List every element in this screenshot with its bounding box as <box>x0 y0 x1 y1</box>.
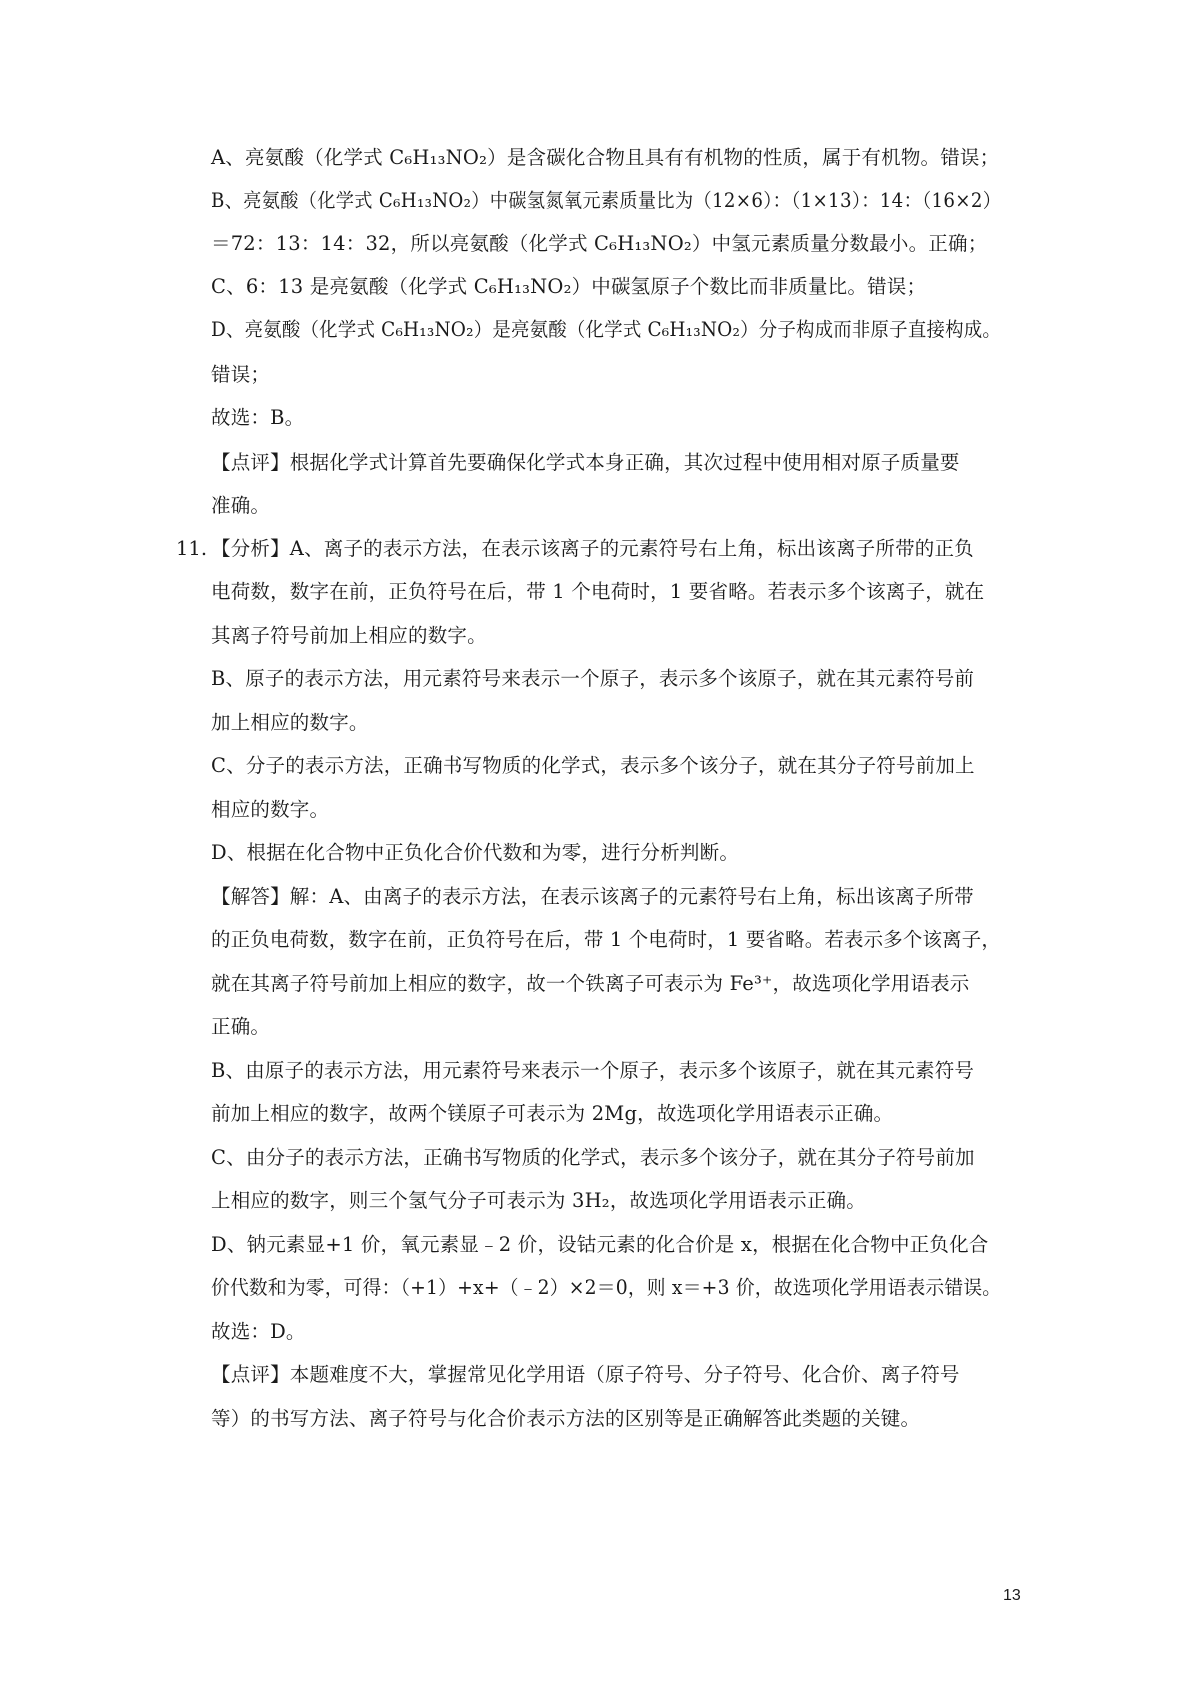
q11-answer-c-line1: C、由分子的表示方法，正确书写物质的化学式，表示多个该分子，就在其分子符号前加 <box>211 1146 975 1169</box>
q11-choice: 故选：D。 <box>211 1320 306 1343</box>
q11-answer-d-line2: 价代数和为零，可得：（+1）+x+（﹣2）×2＝0，则 x＝+3 价，故选项化学用语表示错误。 <box>211 1276 1002 1299</box>
q11-answer-a-line2: 的正负电荷数，数字在前，正负符号在后，带 1 个电荷时，1 要省略。若表示多个该离子， <box>211 928 1002 951</box>
q11-answer-c-line2: 上相应的数字，则三个氢气分子可表示为 3H₂，故选项化学用语表示正确。 <box>211 1189 866 1212</box>
q10-choice: 故选：B。 <box>211 406 305 429</box>
q11-answer-b-line1: B、由原子的表示方法，用元素符号来表示一个原子，表示多个该原子，就在其元素符号 <box>211 1059 975 1082</box>
q11-analysis-c-line1: C、分子的表示方法，正确书写物质的化学式，表示多个该分子，就在其分子符号前加上 <box>211 754 975 777</box>
q10-option-d-line2: 错误； <box>211 363 271 386</box>
q11-answer-a-line3: 就在其离子符号前加上相应的数字，故一个铁离子可表示为 Fe³⁺，故选项化学用语表示 <box>211 972 970 995</box>
q11-answer-b-line2: 前加上相应的数字，故两个镁原子可表示为 2Mg，故选项化学用语表示正确。 <box>211 1102 894 1125</box>
q10-option-b-line1: B、亮氨酸（化学式 C₆H₁₃NO₂）中碳氢氮氧元素质量比为（12×6）：（1×13）：14：（16×2） <box>211 189 1002 212</box>
q11-analysis-a-line1: 【分析】A、离子的表示方法，在表示该离子的元素符号右上角，标出该离子所带的正负 <box>211 537 974 560</box>
q11-analysis-a-line2: 电荷数，数字在前，正负符号在后，带 1 个电荷时，1 要省略。若表示多个该离子，就在 <box>211 580 985 603</box>
q11-answer-a-line4: 正确。 <box>211 1015 271 1038</box>
q11-answer-a-line1: 【解答】解：A、由离子的表示方法，在表示该离子的元素符号右上角，标出该离子所带 <box>211 885 974 908</box>
q10-option-d-line1: D、亮氨酸（化学式 C₆H₁₃NO₂）是亮氨酸（化学式 C₆H₁₃NO₂）分子构成而非原子直接构成。 <box>211 318 1002 341</box>
q11-analysis-c-line2: 相应的数字。 <box>211 798 330 821</box>
q11-review-line1: 【点评】本题难度不大，掌握常见化学用语（原子符号、分子符号、化合价、离子符号 <box>211 1363 960 1386</box>
page-number: 13 <box>1003 1587 1021 1604</box>
q11-analysis-a-line3: 其离子符号前加上相应的数字。 <box>211 624 487 647</box>
q10-review-line2: 准确。 <box>211 494 271 517</box>
q10-option-a: A、亮氨酸（化学式 C₆H₁₃NO₂）是含碳化合物且具有有机物的性质，属于有机物。错误； <box>211 146 1000 169</box>
q10-option-c: C、6：13 是亮氨酸（化学式 C₆H₁₃NO₂）中碳氢原子个数比而非质量比。错误； <box>211 275 927 298</box>
q11-review-line2: 等）的书写方法、离子符号与化合价表示方法的区别等是正确解答此类题的关键。 <box>211 1407 921 1430</box>
q10-option-b-line2: ＝72：13：14：32，所以亮氨酸（化学式 C₆H₁₃NO₂）中氢元素质量分数最小。正确； <box>211 232 988 255</box>
q11-number: 11. <box>176 537 208 560</box>
q11-analysis-b-line2: 加上相应的数字。 <box>211 711 369 734</box>
q11-answer-d-line1: D、钠元素显+1 价，氧元素显﹣2 价，设钴元素的化合价是 x，根据在化合物中正负化合 <box>211 1233 989 1256</box>
q10-review-line1: 【点评】根据化学式计算首先要确保化学式本身正确，其次过程中使用相对原子质量要 <box>211 451 960 474</box>
q11-analysis-d: D、根据在化合物中正负化合价代数和为零，进行分析判断。 <box>211 841 740 864</box>
q11-analysis-b-line1: B、原子的表示方法，用元素符号来表示一个原子，表示多个该原子，就在其元素符号前 <box>211 667 975 690</box>
